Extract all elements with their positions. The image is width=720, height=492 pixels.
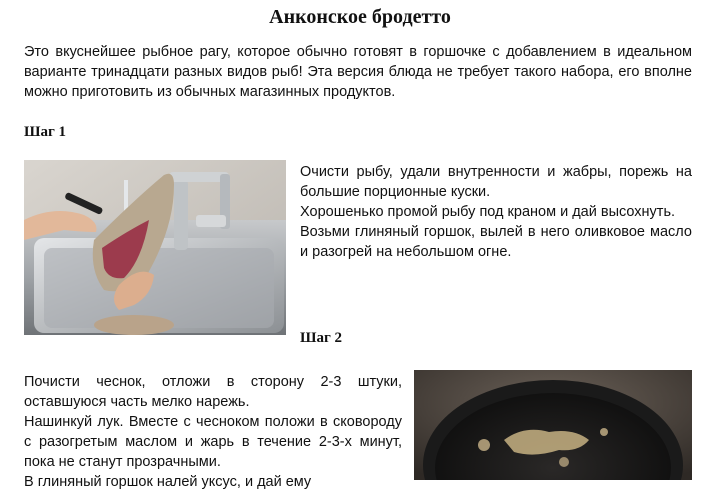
step2-paragraph: В глиняный горшок налей уксус, и дай ему bbox=[24, 474, 312, 490]
step1-paragraph: Хорошенько промой рыбу под краном и дай высохнуть. bbox=[300, 204, 676, 220]
step1-paragraph: Возьми глиняный горшок, вылей в него оливковое масло и разогрей на небольшом огне. bbox=[300, 224, 692, 260]
step1-heading: Шаг 1 bbox=[24, 124, 67, 140]
frying-pan-photo bbox=[414, 370, 692, 480]
step2-paragraph: Нашинкуй лук. Вместе с чесноком положи в сковороду с разогретым маслом и жарь в течение 2-3-х минут, пока не станут прозрачными. bbox=[24, 414, 402, 470]
fish-cleaning-photo bbox=[24, 160, 286, 335]
step1-paragraph: Очисти рыбу, удали внутренности и жабры, порежь на большие порционные куски. bbox=[300, 164, 692, 200]
step2-heading: Шаг 2 bbox=[300, 330, 343, 346]
intro-paragraph: Это вкуснейшее рыбное рагу, которое обычно готовят в горшочке с добавлением в идеальном варианте тринадцати разных видов рыб! Эта версия блюда не требует такого набора, его вполне можно приготовить из обычных магазинных продуктов. bbox=[24, 44, 692, 100]
step1-text bbox=[300, 162, 692, 262]
step2-paragraph: Почисти чеснок, отложи в сторону 2-3 штуки, оставшуюся часть мелко нарежь. bbox=[24, 374, 402, 410]
page-title: Анконское бродетто bbox=[269, 6, 451, 28]
step2-text bbox=[24, 372, 402, 492]
